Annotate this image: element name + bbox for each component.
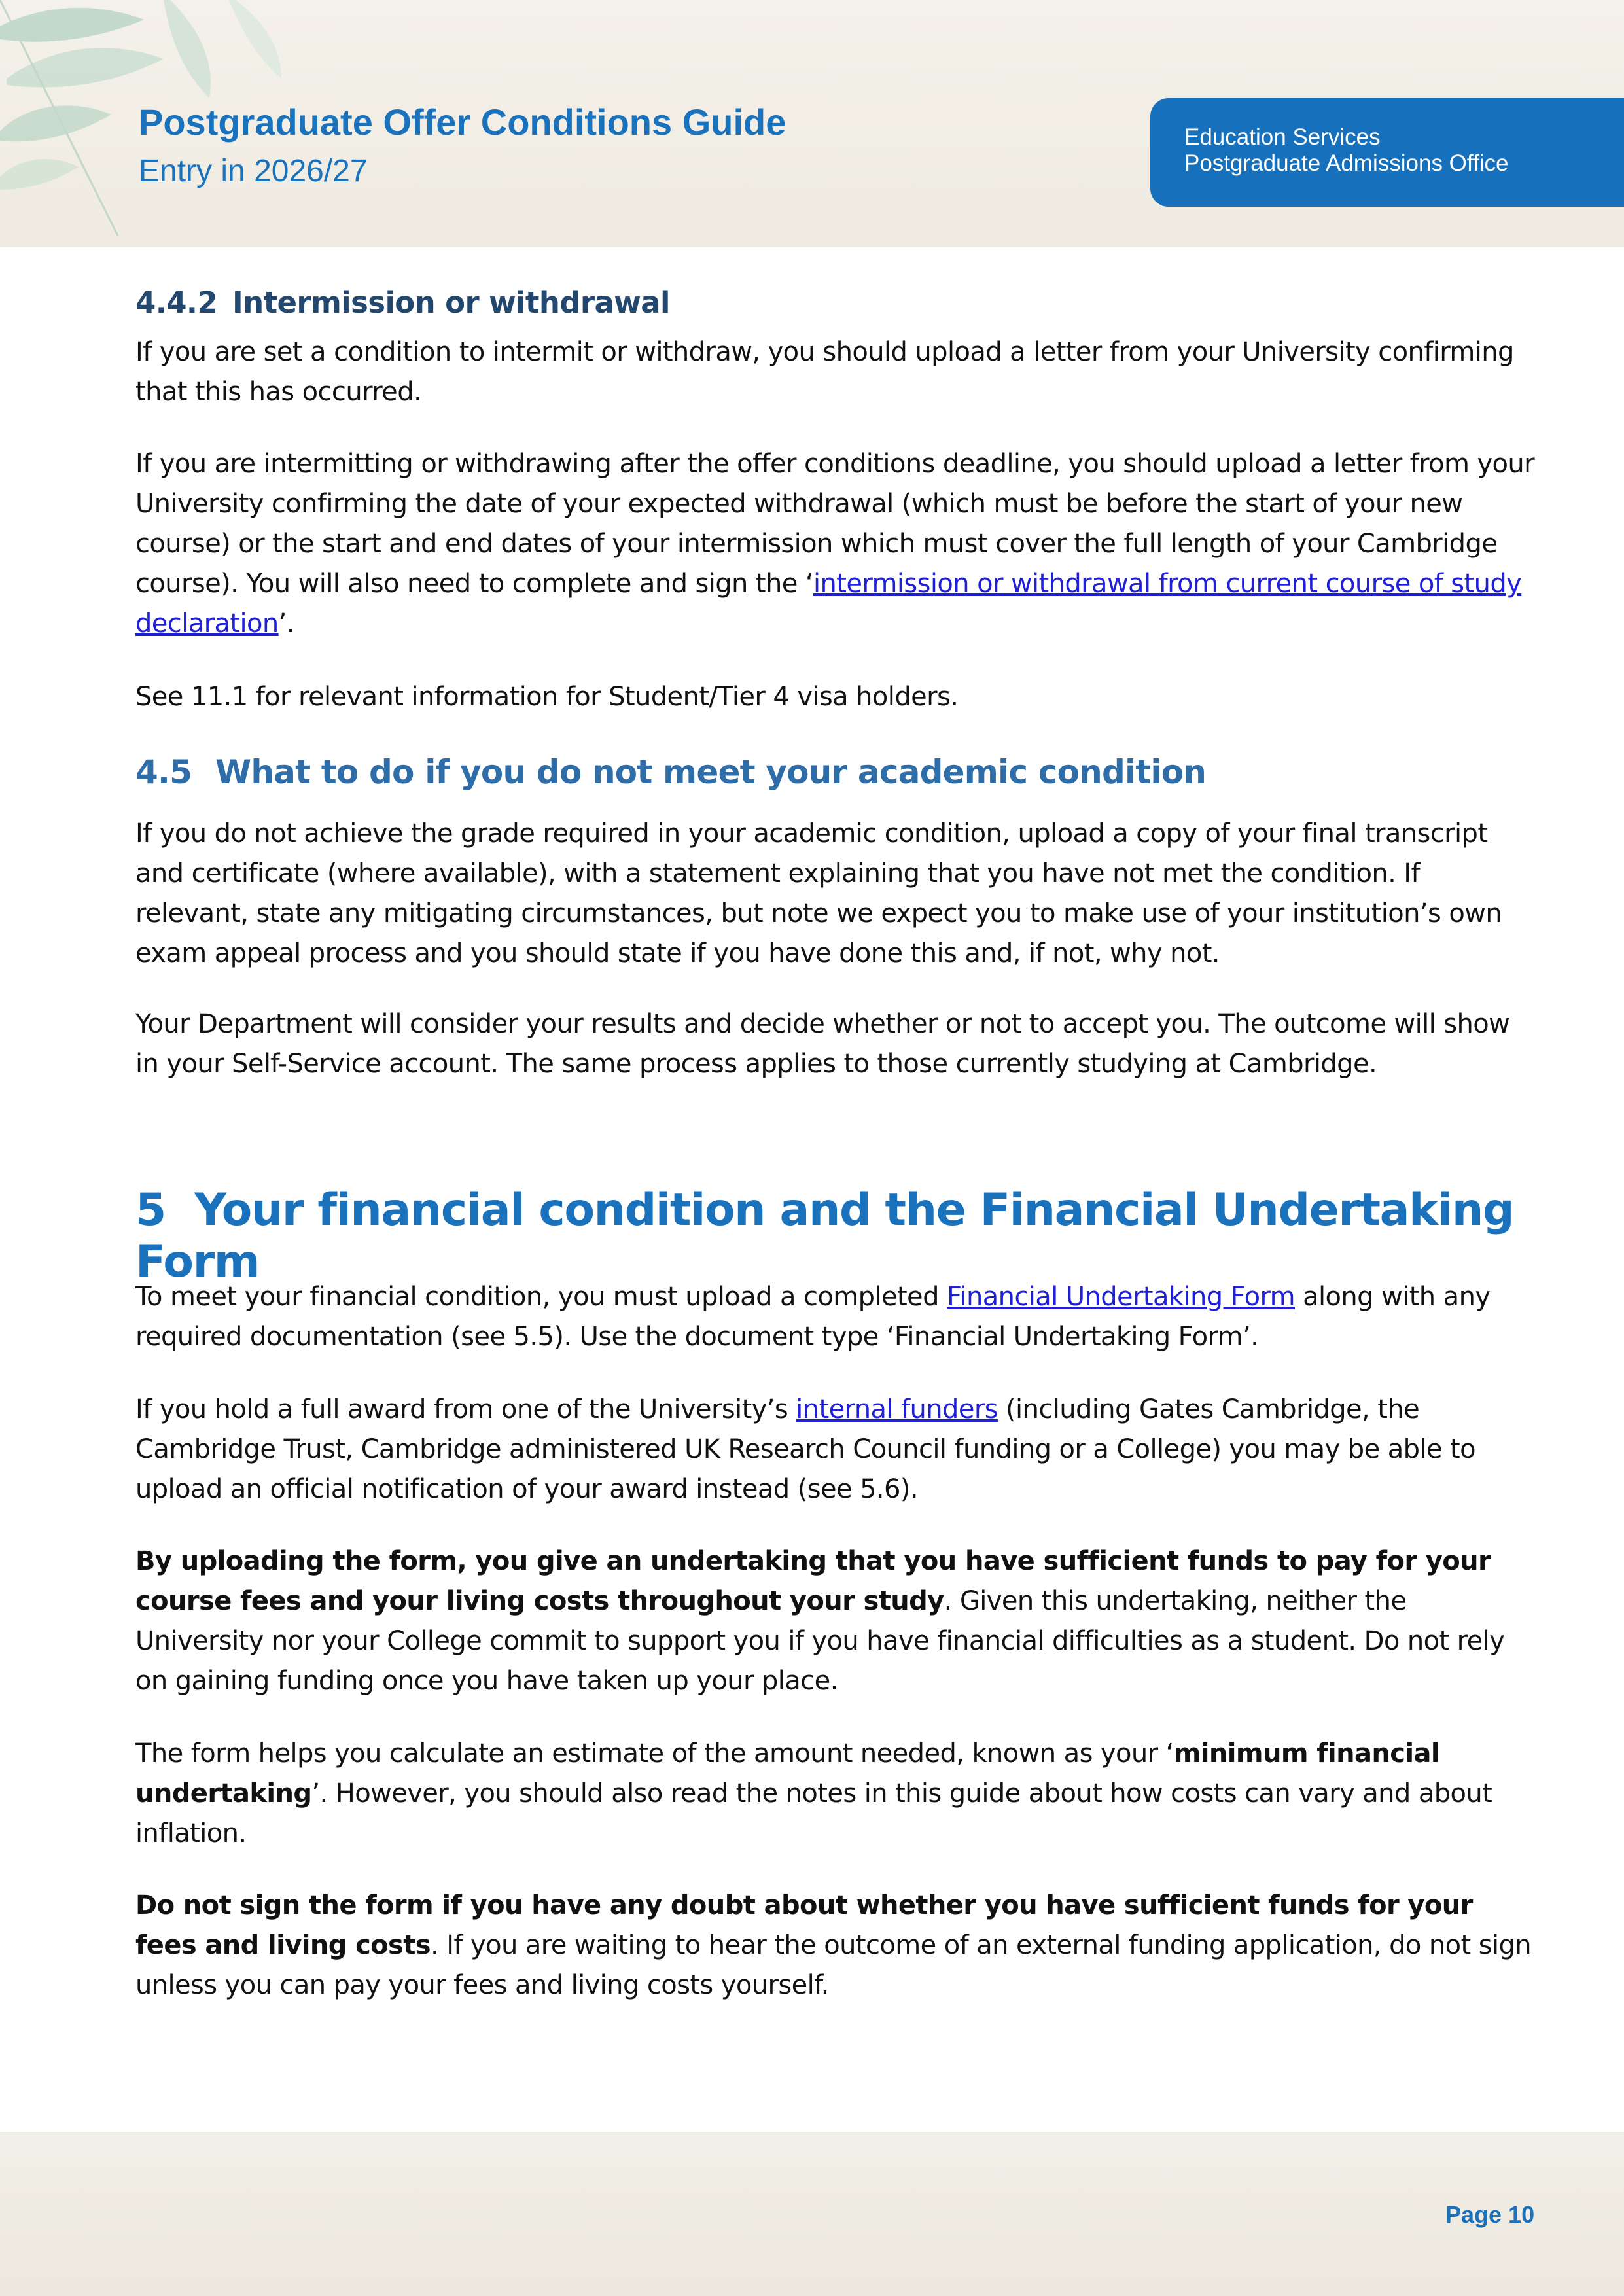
paragraph — [135, 1886, 1536, 2005]
text-run: If you are intermitting or withdrawing after the offer conditions deadline, you should upload a letter from your University confirming the date of your expected withdrawal (which must be before the start of your new course) or the start and end dates of your intermission which must cover the full length of your Cambridge course). You will also need to complete and sign the ‘ — [135, 449, 1534, 599]
text-run: To meet your financial condition, you must upload a completed — [135, 1282, 947, 1312]
office-banner — [1150, 98, 1624, 207]
section-number: 4.5 — [135, 753, 192, 791]
text-run: The form helps you calculate an estimate of the amount needed, known as your ‘ — [135, 1739, 1174, 1769]
text-run: ’. However, you should also read the notes in this guide about how costs can vary and about inflation. — [135, 1778, 1492, 1848]
paragraph-text: See 11.1 for relevant information for Student/Tier 4 visa holders. — [135, 682, 959, 712]
text-run: If you hold a full award from one of the University’s — [135, 1394, 796, 1424]
office-name: Postgraduate Admissions Office — [1184, 150, 1509, 176]
text-run: . Given this undertaking, neither the University nor your College commit to support you if you have financial difficulties as a student. Do not rely on gaining funding once you have taken up your place. — [135, 1586, 1505, 1696]
paragraph — [135, 444, 1536, 644]
bold-text: By uploading the form, you give an undertaking that you have sufficient funds to pay for your course fees and your living costs throughout your study — [135, 1546, 1491, 1616]
section-title: What to do if you do not meet your academic condition — [215, 753, 1207, 791]
section-heading-4-4-2 — [135, 285, 1536, 320]
page-footer — [0, 2132, 1624, 2296]
text-run: along with any required documentation (see 5.5). Use the document type ‘Financial Undertaking Form’. — [135, 1282, 1491, 1352]
paragraph-text: If you do not achieve the grade required in your academic condition, upload a copy of your final transcript and certificate (where available), with a statement explaining that you have not met the condition. If relevant, state any mitigating circumstances, but note we expect you to make use of your institution’s own exam appeal process and you should state if you have done this and, if not, why not. — [135, 819, 1502, 968]
section-heading-4-5 — [135, 753, 1536, 791]
section-number: 4.4.2 — [135, 285, 218, 320]
paragraph-text — [135, 1390, 1536, 1510]
chapter-title: Your financial condition and the Financial Undertaking Form — [135, 1184, 1514, 1288]
paragraph-text — [135, 1277, 1536, 1357]
chapter-heading-5 — [135, 1184, 1536, 1288]
paragraph — [135, 1004, 1536, 1084]
page-number: Page 10 — [1445, 2201, 1535, 2228]
paragraph — [135, 332, 1536, 412]
paragraph-text: If you are set a condition to intermit or withdraw, you should upload a letter from your University confirming that this has occurred. — [135, 337, 1514, 407]
paragraph-text — [135, 444, 1536, 644]
paragraph — [135, 1734, 1536, 1854]
paragraph-text — [135, 1542, 1536, 1701]
financial-undertaking-form-link[interactable]: Financial Undertaking Form — [946, 1282, 1296, 1312]
page-header — [0, 0, 1624, 247]
text-run: ’. — [278, 609, 294, 639]
internal-funders-link[interactable]: internal funders — [796, 1394, 998, 1424]
paragraph — [135, 1390, 1536, 1510]
paragraph-text — [135, 1886, 1536, 2005]
office-department: Education Services — [1184, 124, 1381, 150]
paragraph — [135, 1542, 1536, 1701]
document-title: Postgraduate Offer Conditions Guide — [139, 101, 786, 143]
paragraph — [135, 814, 1536, 974]
text-run: (including Gates Cambridge, the Cambridge Trust, Cambridge administered UK Research Council funding or a College) you may be able to upload an official notification of your award instead (see 5.6). — [135, 1394, 1475, 1504]
document-subtitle: Entry in 2026/27 — [139, 154, 368, 188]
paragraph — [135, 1277, 1536, 1357]
bold-text: minimum financial undertaking — [135, 1739, 1440, 1809]
bold-text: Do not sign the form if you have any doubt about whether you have sufficient funds for your fees and living costs — [135, 1890, 1473, 1960]
paragraph-text: Your Department will consider your results and decide whether or not to accept you. The outcome will show in your Self-Service account. The same process applies to those currently studying at Cambridge. — [135, 1009, 1510, 1079]
declaration-link[interactable]: intermission or withdrawal from current course of study declaration — [135, 569, 1522, 639]
text-run: . If you are waiting to hear the outcome of an external funding application, do not sign unless you can pay your fees and living costs yourself. — [135, 1930, 1532, 2000]
paragraph-text — [135, 1734, 1536, 1854]
section-title: Intermission or withdrawal — [232, 285, 670, 320]
paragraph — [135, 677, 1536, 717]
chapter-number: 5 — [135, 1184, 166, 1236]
